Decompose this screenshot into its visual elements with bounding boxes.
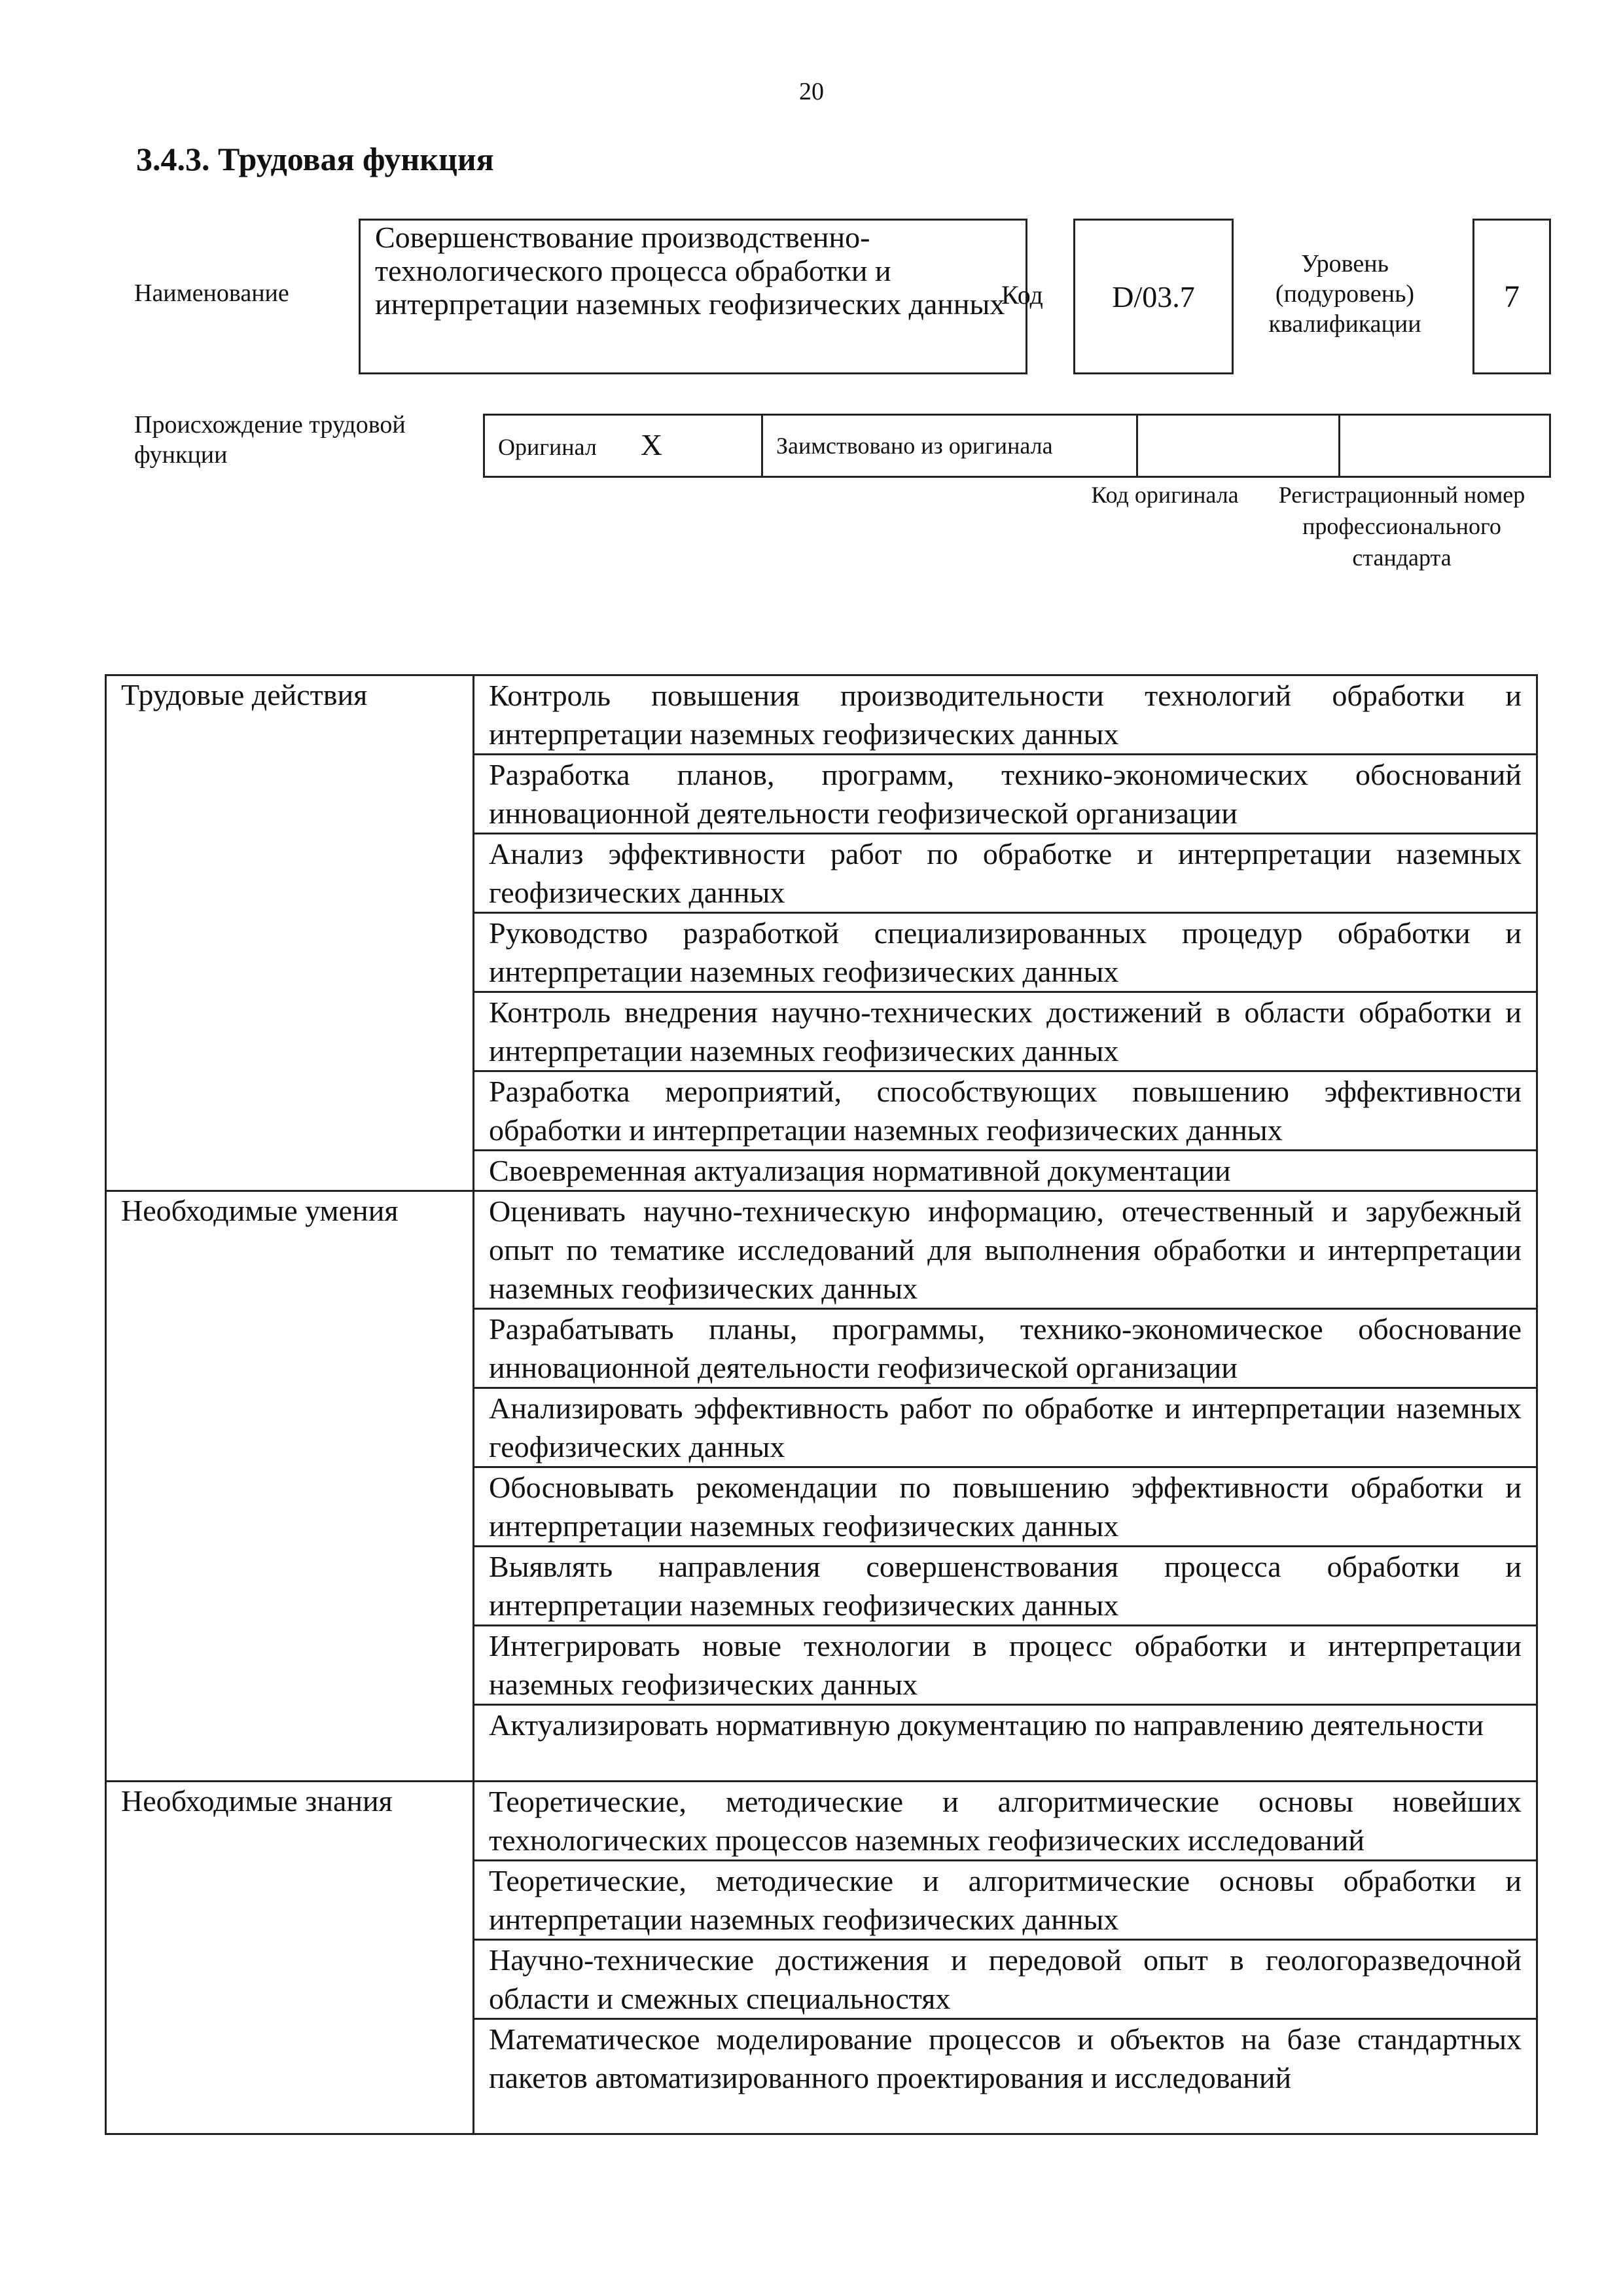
list-item: Разрабатывать планы, программы, технико-экономическое обоснование инновационной деятельности геофизической организации [474, 1309, 1537, 1388]
list-item: Актуализировать нормативную документацию по направлению деятельности [474, 1705, 1537, 1782]
original-mark: X [640, 427, 663, 461]
code-value: D/03.7 [1112, 279, 1195, 314]
section-title: 3.4.3. Трудовая функция [136, 141, 494, 177]
page-number: 20 [799, 78, 824, 105]
level-label: Уровень (подуровень) квалификации [1268, 250, 1421, 338]
list-item: Своевременная актуализация нормативной документации [474, 1151, 1537, 1191]
registration-number-cell [1340, 415, 1550, 477]
list-item: Выявлять направления совершенствования процесса обработки и интерпретации наземных геофизических данных [474, 1547, 1537, 1626]
origin-table [483, 414, 1551, 478]
level-value: 7 [1504, 279, 1520, 314]
category-labor-actions: Трудовые действия [106, 675, 474, 1191]
list-item: Обосновывать рекомендации по повышению эффективности обработки и интерпретации наземных геофизических данных [474, 1467, 1537, 1547]
borrowed-label: Заимствовано из оригинала [776, 433, 1053, 459]
category-required-knowledge: Необходимые знания [106, 1782, 474, 2134]
list-item: Теоретические, методические и алгоритмические основы обработки и интерпретации наземных геофизических данных [474, 1861, 1537, 1940]
origin-label: Происхождение трудовой функции [134, 411, 406, 469]
list-item: Научно-технические достижения и передовой опыт в геологоразведочной области и смежных специальностях [474, 1940, 1537, 2019]
origin-borrowed-cell [762, 415, 1137, 477]
category-required-skills: Необходимые умения [106, 1191, 474, 1782]
list-item: Анализировать эффективность работ по обработке и интерпретации наземных геофизических данных [474, 1388, 1537, 1467]
original-label: Оригинал [498, 433, 597, 460]
code-label: Код [1001, 280, 1043, 310]
table-row [106, 675, 1537, 755]
list-item: Оценивать научно-техническую информацию, отечественный и зарубежный опыт по тематике исследований для выполнения обработки и интерпретации наземных геофизических данных [474, 1191, 1537, 1309]
code-box [1073, 219, 1234, 374]
list-item: Руководство разработкой специализированных процедур обработки и интерпретации наземных геофизических данных [474, 913, 1537, 992]
list-item: Разработка планов, программ, технико-экономических обоснований инновационной деятельности геофизической организации [474, 755, 1537, 834]
list-item: Анализ эффективности работ по обработке и интерпретации наземных геофизических данных [474, 834, 1537, 913]
origin-original-cell [484, 415, 762, 477]
function-name-value: Совершенствование производственно-технологического процесса обработки и интерпретации наземных геофизических данных [375, 221, 1005, 321]
level-box [1472, 219, 1551, 374]
list-item: Математическое моделирование процессов и объектов на базе стандартных пакетов автоматизированного проектирования и исследований [474, 2019, 1537, 2134]
list-item: Контроль повышения производительности технологий обработки и интерпретации наземных геофизических данных [474, 675, 1537, 755]
table-row [106, 1191, 1537, 1309]
name-label: Наименование [134, 279, 289, 307]
list-item: Контроль внедрения научно-технических достижений в области обработки и интерпретации наземных геофизических данных [474, 992, 1537, 1071]
code-caption: Код оригинала [1091, 482, 1239, 508]
registration-caption: Регистрационный номер профессионального стандарта [1278, 482, 1525, 571]
list-item: Разработка мероприятий, способствующих повышению эффективности обработки и интерпретации наземных геофизических данных [474, 1071, 1537, 1151]
list-item: Теоретические, методические и алгоритмические основы новейших технологических процессов наземных геофизических исследований [474, 1782, 1537, 1861]
table-row [106, 1782, 1537, 1861]
list-item: Интегрировать новые технологии в процесс обработки и интерпретации наземных геофизических данных [474, 1626, 1537, 1705]
function-name-box [359, 219, 1027, 374]
original-code-cell [1137, 415, 1340, 477]
function-details-table [105, 674, 1538, 2135]
